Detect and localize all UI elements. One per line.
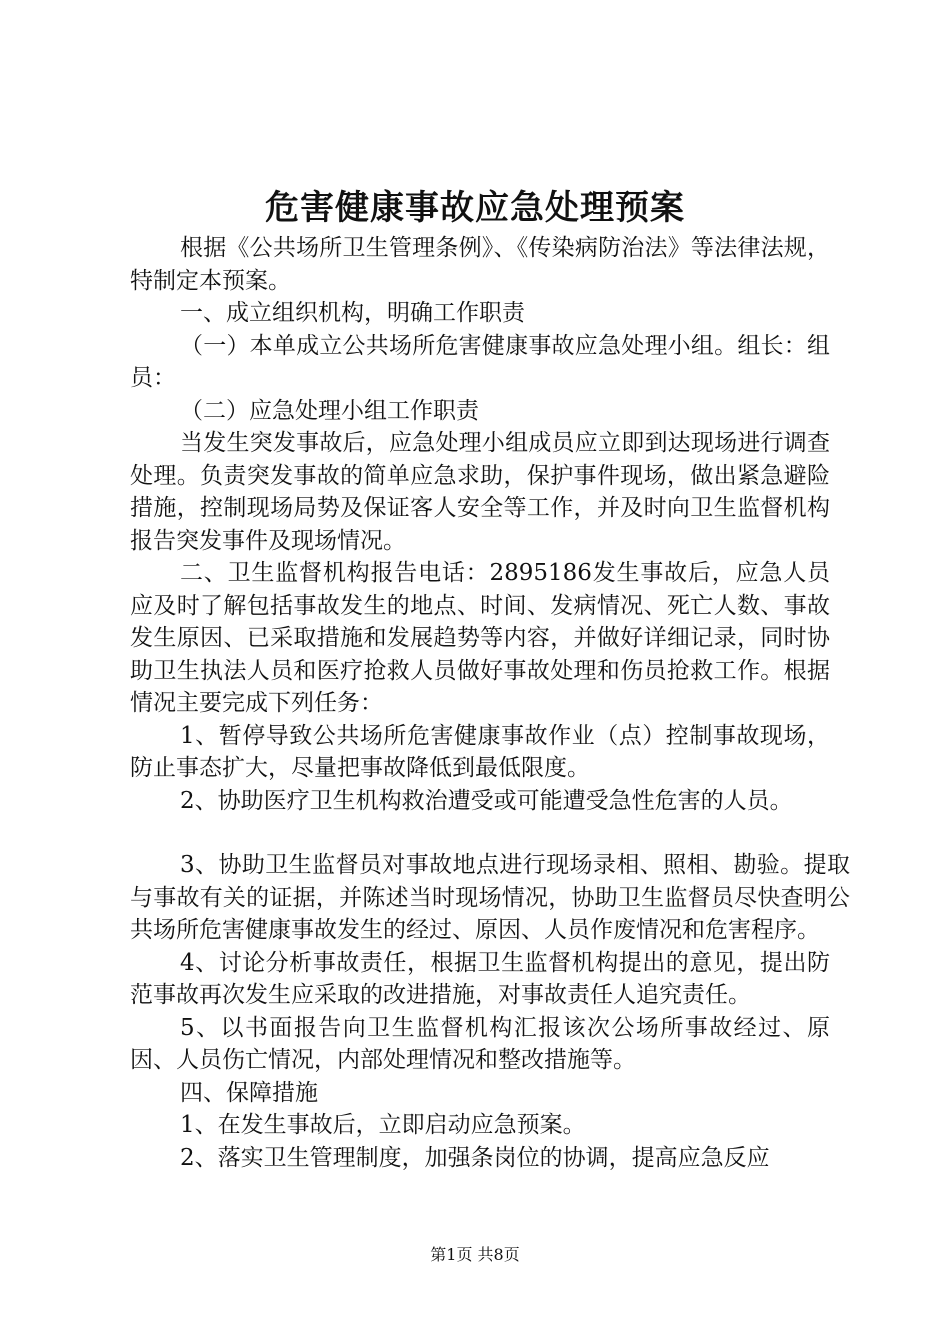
paragraph: 根据《公共场所卫生管理条例》、《传染病防治法》等法律法规，特制定本预案。 <box>130 235 830 294</box>
list-item: 1、在发生事故后，立即启动应急预案。 <box>180 1112 586 1138</box>
subsection-heading: （一）本单成立公共场所危害健康事故应急处理小组。组长：组员： <box>130 332 830 391</box>
list-item: 4、讨论分析事故责任，根据卫生监督机构提出的意见，提出防范事故再次发生应采取的改进措施，对事故责任人追究责任。 <box>130 949 830 1008</box>
section-paragraph: 二、卫生监督机构报告电话：2895186发生事故后，应急人员应及时了解包括事故发生的地点、时间、发病情况、死亡人数、事故发生原因、已采取措施和发展趋势等内容，并做好详细记录，同时协助卫生执法人员和医疗抢救人员做好事故处理和伤员抢救工作。根据情况主要完成下列任务： <box>130 560 830 716</box>
list-item: 2、协助医疗卫生机构救治遭受或可能遭受急性危害的人员。 <box>180 787 793 814</box>
list-item: 3、协助卫生监督员对事故地点进行现场录相、照相、勘验。提取与事故有关的证据，并陈述当时现场情况，协助卫生监督员尽快查明公共场所危害健康事故发生的经过、原因、人员作废情况和危害程序。 <box>130 852 850 943</box>
paragraph: 当发生突发事故后，应急处理小组成员应立即到达现场进行调查处理。负责突发事故的简单应急求助，保护事件现场，做出紧急避险措施，控制现场局势及保证客人安全等工作，并及时向卫生监督机构报告突发事件及现场情况。 <box>130 430 830 554</box>
subsection-heading: （二）应急处理小组工作职责 <box>180 397 479 424</box>
document-body <box>130 232 850 1174</box>
section-heading: 四、保障措施 <box>180 1079 318 1106</box>
list-item: 2、落实卫生管理制度，加强条岗位的协调，提高应急反应 <box>180 1144 770 1171</box>
list-item: 5、以书面报告向卫生监督机构汇报该次公场所事故经过、原因、人员伤亡情况，内部处理情况和整改措施等。 <box>130 1014 830 1073</box>
page-footer: 第1页 共8页 <box>430 1245 520 1264</box>
document-title: 危害健康事故应急处理预案 <box>265 188 685 228</box>
list-item: 1、暂停导致公共场所危害健康事故作业（点）控制事故现场，防止事态扩大，尽量把事故降低到最低限度。 <box>130 722 830 781</box>
section-heading: 一、成立组织机构，明确工作职责 <box>180 300 525 326</box>
